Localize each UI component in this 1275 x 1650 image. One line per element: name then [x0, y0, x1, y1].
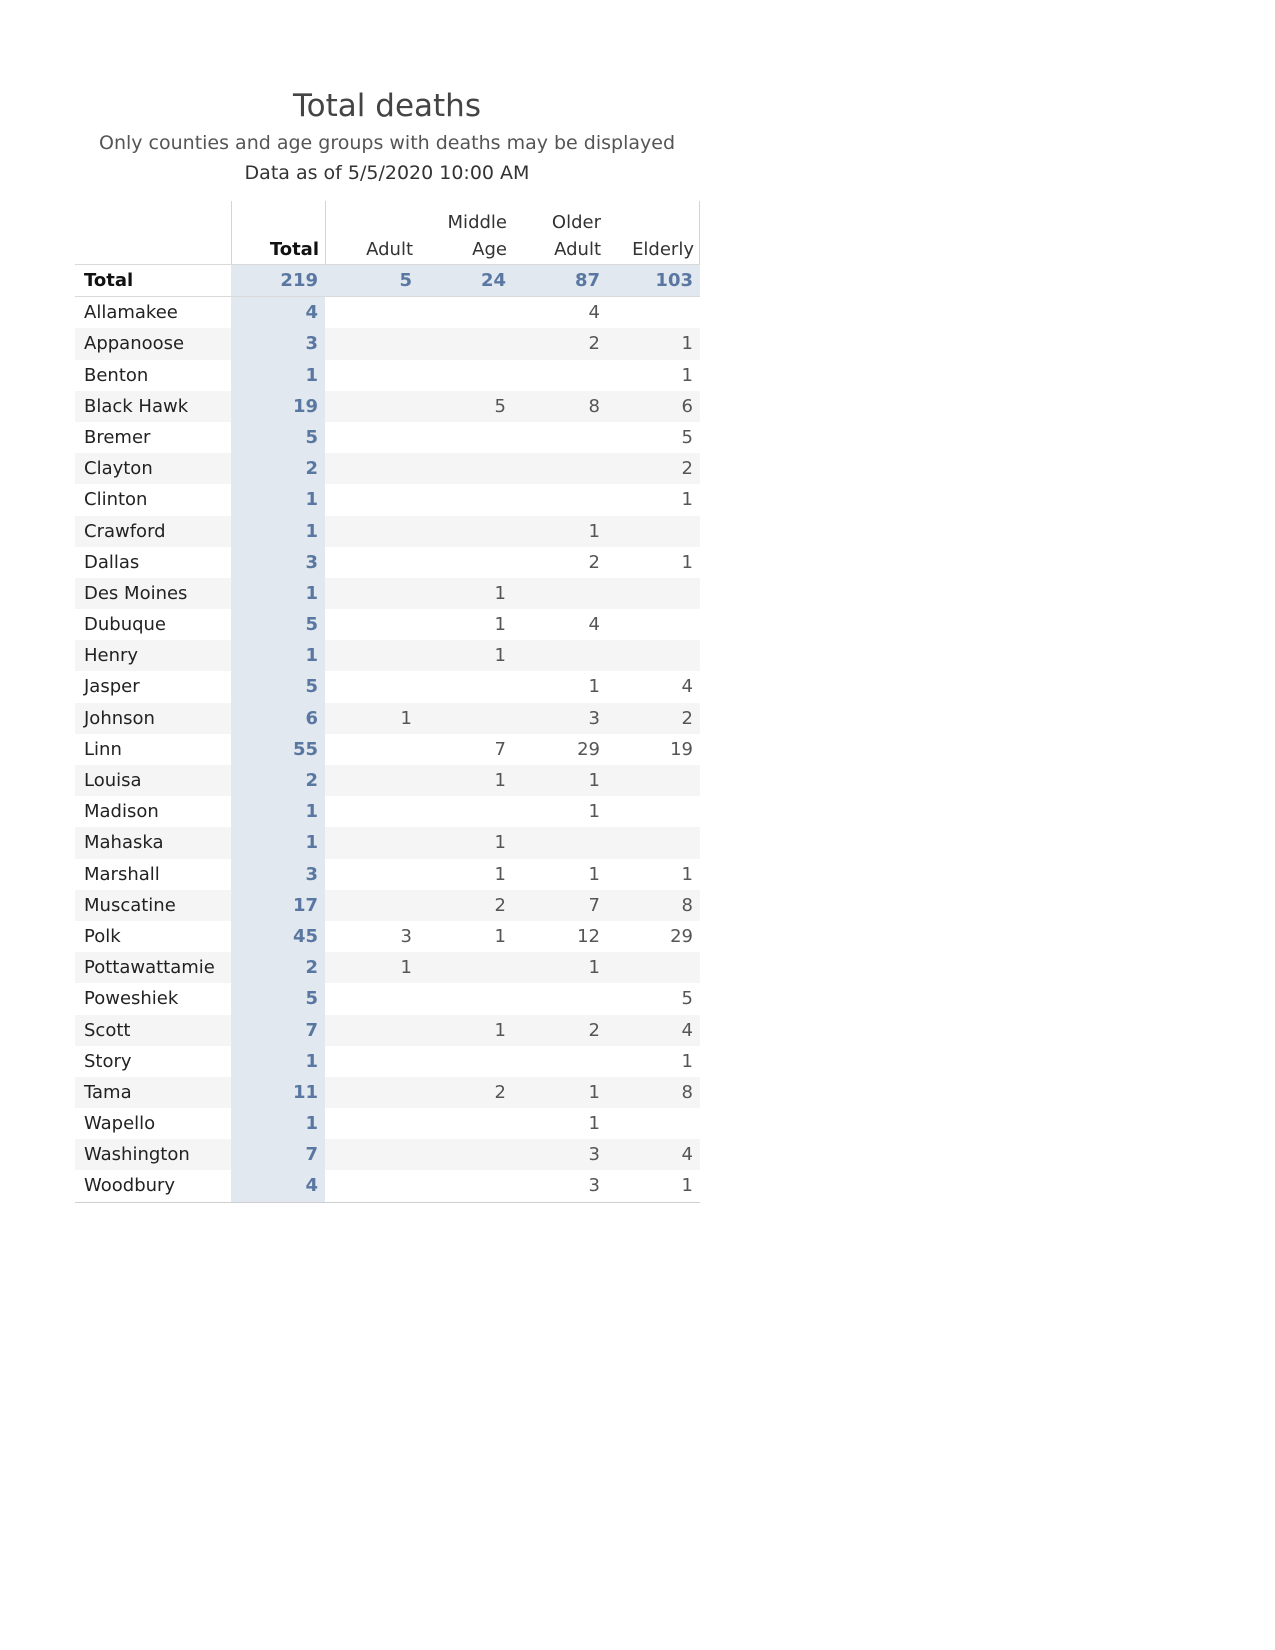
- cell-elderly: [607, 796, 700, 827]
- county-name: Marshall: [84, 863, 160, 885]
- cell-elderly: [607, 297, 700, 328]
- county-name: Clayton: [84, 458, 153, 480]
- county-name: Linn: [84, 738, 122, 760]
- cell-elderly: 5: [681, 426, 693, 448]
- cell-elderly: [607, 640, 700, 671]
- cell-total: 17: [231, 890, 325, 921]
- cell-total: 3: [231, 859, 325, 890]
- cell-older-adult: 1: [588, 1113, 600, 1135]
- cell-elderly: 6: [681, 395, 693, 417]
- cell-older-adult: 1: [588, 1081, 600, 1103]
- cell-total: 2: [231, 765, 325, 796]
- cell-elderly: 1: [681, 551, 693, 573]
- table-row: [75, 983, 700, 1014]
- cell-elderly: 1: [681, 333, 693, 355]
- cell-middle-age: [419, 422, 513, 453]
- cell-adult: [325, 609, 419, 640]
- cell-adult: [325, 734, 419, 765]
- table-row: [75, 360, 700, 391]
- cell-older-adult: 4: [588, 614, 600, 636]
- table-row: [75, 547, 700, 578]
- cell-middle-age: 1: [494, 770, 506, 791]
- cell-elderly: 8: [681, 894, 693, 916]
- county-name: Louisa: [84, 770, 142, 791]
- column-header-adult: Adult: [366, 239, 413, 260]
- cell-middle-age: [419, 297, 513, 328]
- page-title: Total deaths: [293, 88, 481, 124]
- cell-total: 1: [231, 827, 325, 858]
- cell-middle-age: [419, 453, 513, 484]
- cell-older-adult: 2: [588, 551, 600, 573]
- cell-adult: [325, 516, 419, 547]
- cell-adult: [325, 328, 419, 359]
- table-row: [75, 640, 700, 671]
- cell-adult: [325, 484, 419, 515]
- cell-total: 19: [231, 391, 325, 422]
- cell-older-adult: 2: [588, 1019, 600, 1041]
- cell-adult: [325, 640, 419, 671]
- cell-older-adult: 1: [588, 957, 600, 979]
- table-row: [75, 1077, 700, 1108]
- county-name: Black Hawk: [84, 395, 189, 417]
- table-header: [75, 201, 700, 264]
- county-name: Woodbury: [84, 1175, 176, 1197]
- cell-total: 3: [231, 328, 325, 359]
- cell-older-adult: 12: [577, 925, 600, 947]
- cell-middle-age: [419, 328, 513, 359]
- cell-adult: [325, 578, 419, 609]
- cell-middle-age: [419, 360, 513, 391]
- cell-total: 7: [231, 1139, 325, 1170]
- county-name: Dubuque: [84, 614, 167, 636]
- cell-adult: [325, 547, 419, 578]
- cell-adult: [325, 1046, 419, 1077]
- cell-middle-age: [419, 547, 513, 578]
- cell-adult: [325, 1139, 419, 1170]
- cell-older-adult: [513, 827, 607, 858]
- cell-middle-age: [419, 952, 513, 983]
- county-name: Henry: [84, 645, 139, 667]
- table-row: [75, 578, 700, 609]
- cell-middle-age: [419, 703, 513, 734]
- county-name: Dallas: [84, 551, 140, 573]
- table-row: [75, 1015, 700, 1046]
- table-row: [75, 1108, 700, 1139]
- cell-total: 4: [231, 297, 325, 328]
- cell-total: 4: [231, 1170, 325, 1201]
- cell-older-adult: 3: [588, 707, 600, 729]
- cell-middle-age: [419, 796, 513, 827]
- cell-total: 2: [231, 952, 325, 983]
- cell-older-adult: 29: [577, 738, 600, 760]
- cell-elderly: 1: [681, 1050, 693, 1072]
- cell-elderly: 103: [607, 265, 700, 296]
- table-row: [75, 859, 700, 890]
- cell-elderly: 4: [681, 1019, 693, 1041]
- cell-total: 5: [231, 671, 325, 702]
- cell-middle-age: 1: [494, 863, 506, 885]
- cell-older-adult: [513, 453, 607, 484]
- cell-elderly: 19: [670, 738, 693, 760]
- table-row: [75, 328, 700, 359]
- cell-elderly: [607, 765, 700, 796]
- cell-total: 1: [231, 1046, 325, 1077]
- cell-elderly: 2: [681, 458, 693, 480]
- table-row: [75, 1170, 700, 1201]
- cell-total: 3: [231, 547, 325, 578]
- county-name: Clinton: [84, 489, 148, 511]
- cell-older-adult: [513, 983, 607, 1014]
- cell-elderly: 1: [681, 1175, 693, 1197]
- county-name: Madison: [84, 801, 159, 823]
- cell-adult: [325, 890, 419, 921]
- cell-adult: 5: [325, 265, 419, 296]
- cell-middle-age: 1: [494, 645, 506, 667]
- county-rows: [75, 297, 700, 1201]
- cell-older-adult: [513, 578, 607, 609]
- table-row: [75, 484, 700, 515]
- cell-total: 5: [231, 422, 325, 453]
- table-row: [75, 453, 700, 484]
- column-header-elderly: Elderly: [632, 239, 694, 260]
- cell-adult: [325, 360, 419, 391]
- cell-elderly: [607, 1108, 700, 1139]
- county-name: Johnson: [84, 707, 155, 729]
- cell-adult: [325, 671, 419, 702]
- cell-older-adult: 2: [588, 333, 600, 355]
- cell-adult: [325, 983, 419, 1014]
- cell-elderly: [607, 609, 700, 640]
- cell-middle-age: [419, 1170, 513, 1201]
- cell-older-adult: 87: [513, 265, 607, 296]
- cell-adult: [325, 859, 419, 890]
- cell-adult: 1: [400, 707, 412, 729]
- cell-middle-age: 2: [494, 1081, 506, 1103]
- cell-total: 55: [231, 734, 325, 765]
- cell-elderly: [607, 578, 700, 609]
- table-row: [75, 671, 700, 702]
- cell-middle-age: 24: [419, 265, 513, 296]
- cell-older-adult: 4: [588, 302, 600, 324]
- table-row: [75, 422, 700, 453]
- county-name: Crawford: [84, 520, 166, 542]
- table-row: [75, 952, 700, 983]
- cell-adult: 3: [400, 925, 412, 947]
- cell-middle-age: [419, 1046, 513, 1077]
- cell-older-adult: 7: [588, 894, 600, 916]
- cell-adult: [325, 391, 419, 422]
- cell-total: 11: [231, 1077, 325, 1108]
- county-name: Washington: [84, 1144, 190, 1166]
- cell-older-adult: [513, 360, 607, 391]
- cell-total: 2: [231, 453, 325, 484]
- row-label: Total: [75, 265, 231, 296]
- cell-elderly: 4: [681, 1144, 693, 1166]
- cell-total: 1: [231, 360, 325, 391]
- cell-adult: [325, 1015, 419, 1046]
- county-name: Appanoose: [84, 333, 185, 355]
- cell-older-adult: 1: [588, 863, 600, 885]
- page-subtitle: Only counties and age groups with deaths may be displayed: [98, 132, 676, 154]
- cell-total: 1: [231, 796, 325, 827]
- table-row: [75, 890, 700, 921]
- county-name: Story: [84, 1050, 132, 1072]
- table-bottom-border: [75, 1202, 700, 1203]
- table-row: [75, 391, 700, 422]
- cell-elderly: 29: [670, 925, 693, 947]
- cell-older-adult: 1: [588, 520, 600, 542]
- cell-adult: [325, 796, 419, 827]
- cell-total: 1: [231, 1108, 325, 1139]
- cell-total: 219: [231, 265, 325, 296]
- cell-elderly: 1: [681, 364, 693, 386]
- table-row: [75, 1139, 700, 1170]
- cell-older-adult: 1: [588, 676, 600, 698]
- county-name: Bremer: [84, 426, 151, 448]
- cell-middle-age: 5: [494, 395, 506, 417]
- cell-middle-age: 2: [494, 894, 506, 916]
- cell-elderly: [607, 827, 700, 858]
- cell-adult: [325, 1077, 419, 1108]
- cell-adult: [325, 1108, 419, 1139]
- data-timestamp: Data as of 5/5/2020 10:00 AM: [244, 162, 530, 184]
- cell-middle-age: 1: [494, 582, 506, 604]
- cell-adult: [325, 765, 419, 796]
- cell-adult: 1: [400, 957, 412, 979]
- county-name: Benton: [84, 364, 149, 386]
- table-row: [75, 1046, 700, 1077]
- table-row: [75, 734, 700, 765]
- cell-older-adult: [513, 640, 607, 671]
- table-row: [75, 703, 700, 734]
- cell-middle-age: 7: [494, 738, 506, 760]
- table-row: [75, 516, 700, 547]
- column-header-middle-age: Middle Age: [447, 212, 507, 260]
- county-name: Wapello: [84, 1113, 156, 1135]
- table-row: [75, 827, 700, 858]
- table-row: [75, 921, 700, 952]
- county-name: Jasper: [84, 676, 140, 698]
- table-row: [75, 609, 700, 640]
- cell-elderly: 8: [681, 1081, 693, 1103]
- county-name: Tama: [84, 1081, 132, 1103]
- cell-elderly: 4: [681, 676, 693, 698]
- cell-elderly: [607, 516, 700, 547]
- cell-older-adult: 3: [588, 1144, 600, 1166]
- cell-middle-age: [419, 484, 513, 515]
- county-name: Mahaska: [84, 832, 164, 854]
- cell-adult: [325, 297, 419, 328]
- cell-older-adult: 1: [588, 770, 600, 791]
- county-name: Pottawattamie: [84, 957, 215, 979]
- table-row: [75, 297, 700, 328]
- cell-total: 45: [231, 921, 325, 952]
- cell-older-adult: 8: [588, 395, 600, 417]
- cell-total: 1: [231, 484, 325, 515]
- county-name: Muscatine: [84, 894, 176, 916]
- cell-elderly: 2: [681, 707, 693, 729]
- cell-middle-age: [419, 983, 513, 1014]
- cell-middle-age: [419, 516, 513, 547]
- county-name: Scott: [84, 1019, 131, 1041]
- cell-older-adult: 3: [588, 1175, 600, 1197]
- cell-adult: [325, 1170, 419, 1201]
- cell-total: 7: [231, 1015, 325, 1046]
- cell-adult: [325, 422, 419, 453]
- cell-adult: [325, 827, 419, 858]
- cell-total: 6: [231, 703, 325, 734]
- cell-total: 1: [231, 578, 325, 609]
- cell-older-adult: 1: [588, 801, 600, 823]
- cell-middle-age: 1: [494, 832, 506, 854]
- cell-adult: [325, 453, 419, 484]
- county-name: Allamakee: [84, 302, 178, 324]
- cell-older-adult: [513, 1046, 607, 1077]
- table-row: [75, 765, 700, 796]
- cell-middle-age: [419, 1139, 513, 1170]
- cell-elderly: 1: [681, 863, 693, 885]
- column-header-older-adult: Older Adult: [551, 212, 601, 260]
- cell-elderly: 1: [681, 489, 693, 511]
- county-name: Polk: [84, 925, 121, 947]
- column-header-total: Total: [269, 239, 319, 260]
- deaths-table: [75, 201, 700, 1203]
- cell-elderly: 5: [681, 988, 693, 1010]
- cell-total: 1: [231, 640, 325, 671]
- cell-total: 5: [231, 609, 325, 640]
- county-name: Poweshiek: [84, 988, 179, 1010]
- cell-total: 1: [231, 516, 325, 547]
- total-row: [75, 264, 700, 297]
- table-row: [75, 796, 700, 827]
- cell-older-adult: [513, 484, 607, 515]
- cell-total: 5: [231, 983, 325, 1014]
- cell-middle-age: 1: [494, 614, 506, 636]
- cell-older-adult: [513, 422, 607, 453]
- cell-middle-age: [419, 1108, 513, 1139]
- cell-middle-age: 1: [494, 1019, 506, 1041]
- cell-middle-age: [419, 671, 513, 702]
- cell-elderly: [607, 952, 700, 983]
- cell-middle-age: 1: [494, 925, 506, 947]
- county-name: Des Moines: [84, 582, 188, 604]
